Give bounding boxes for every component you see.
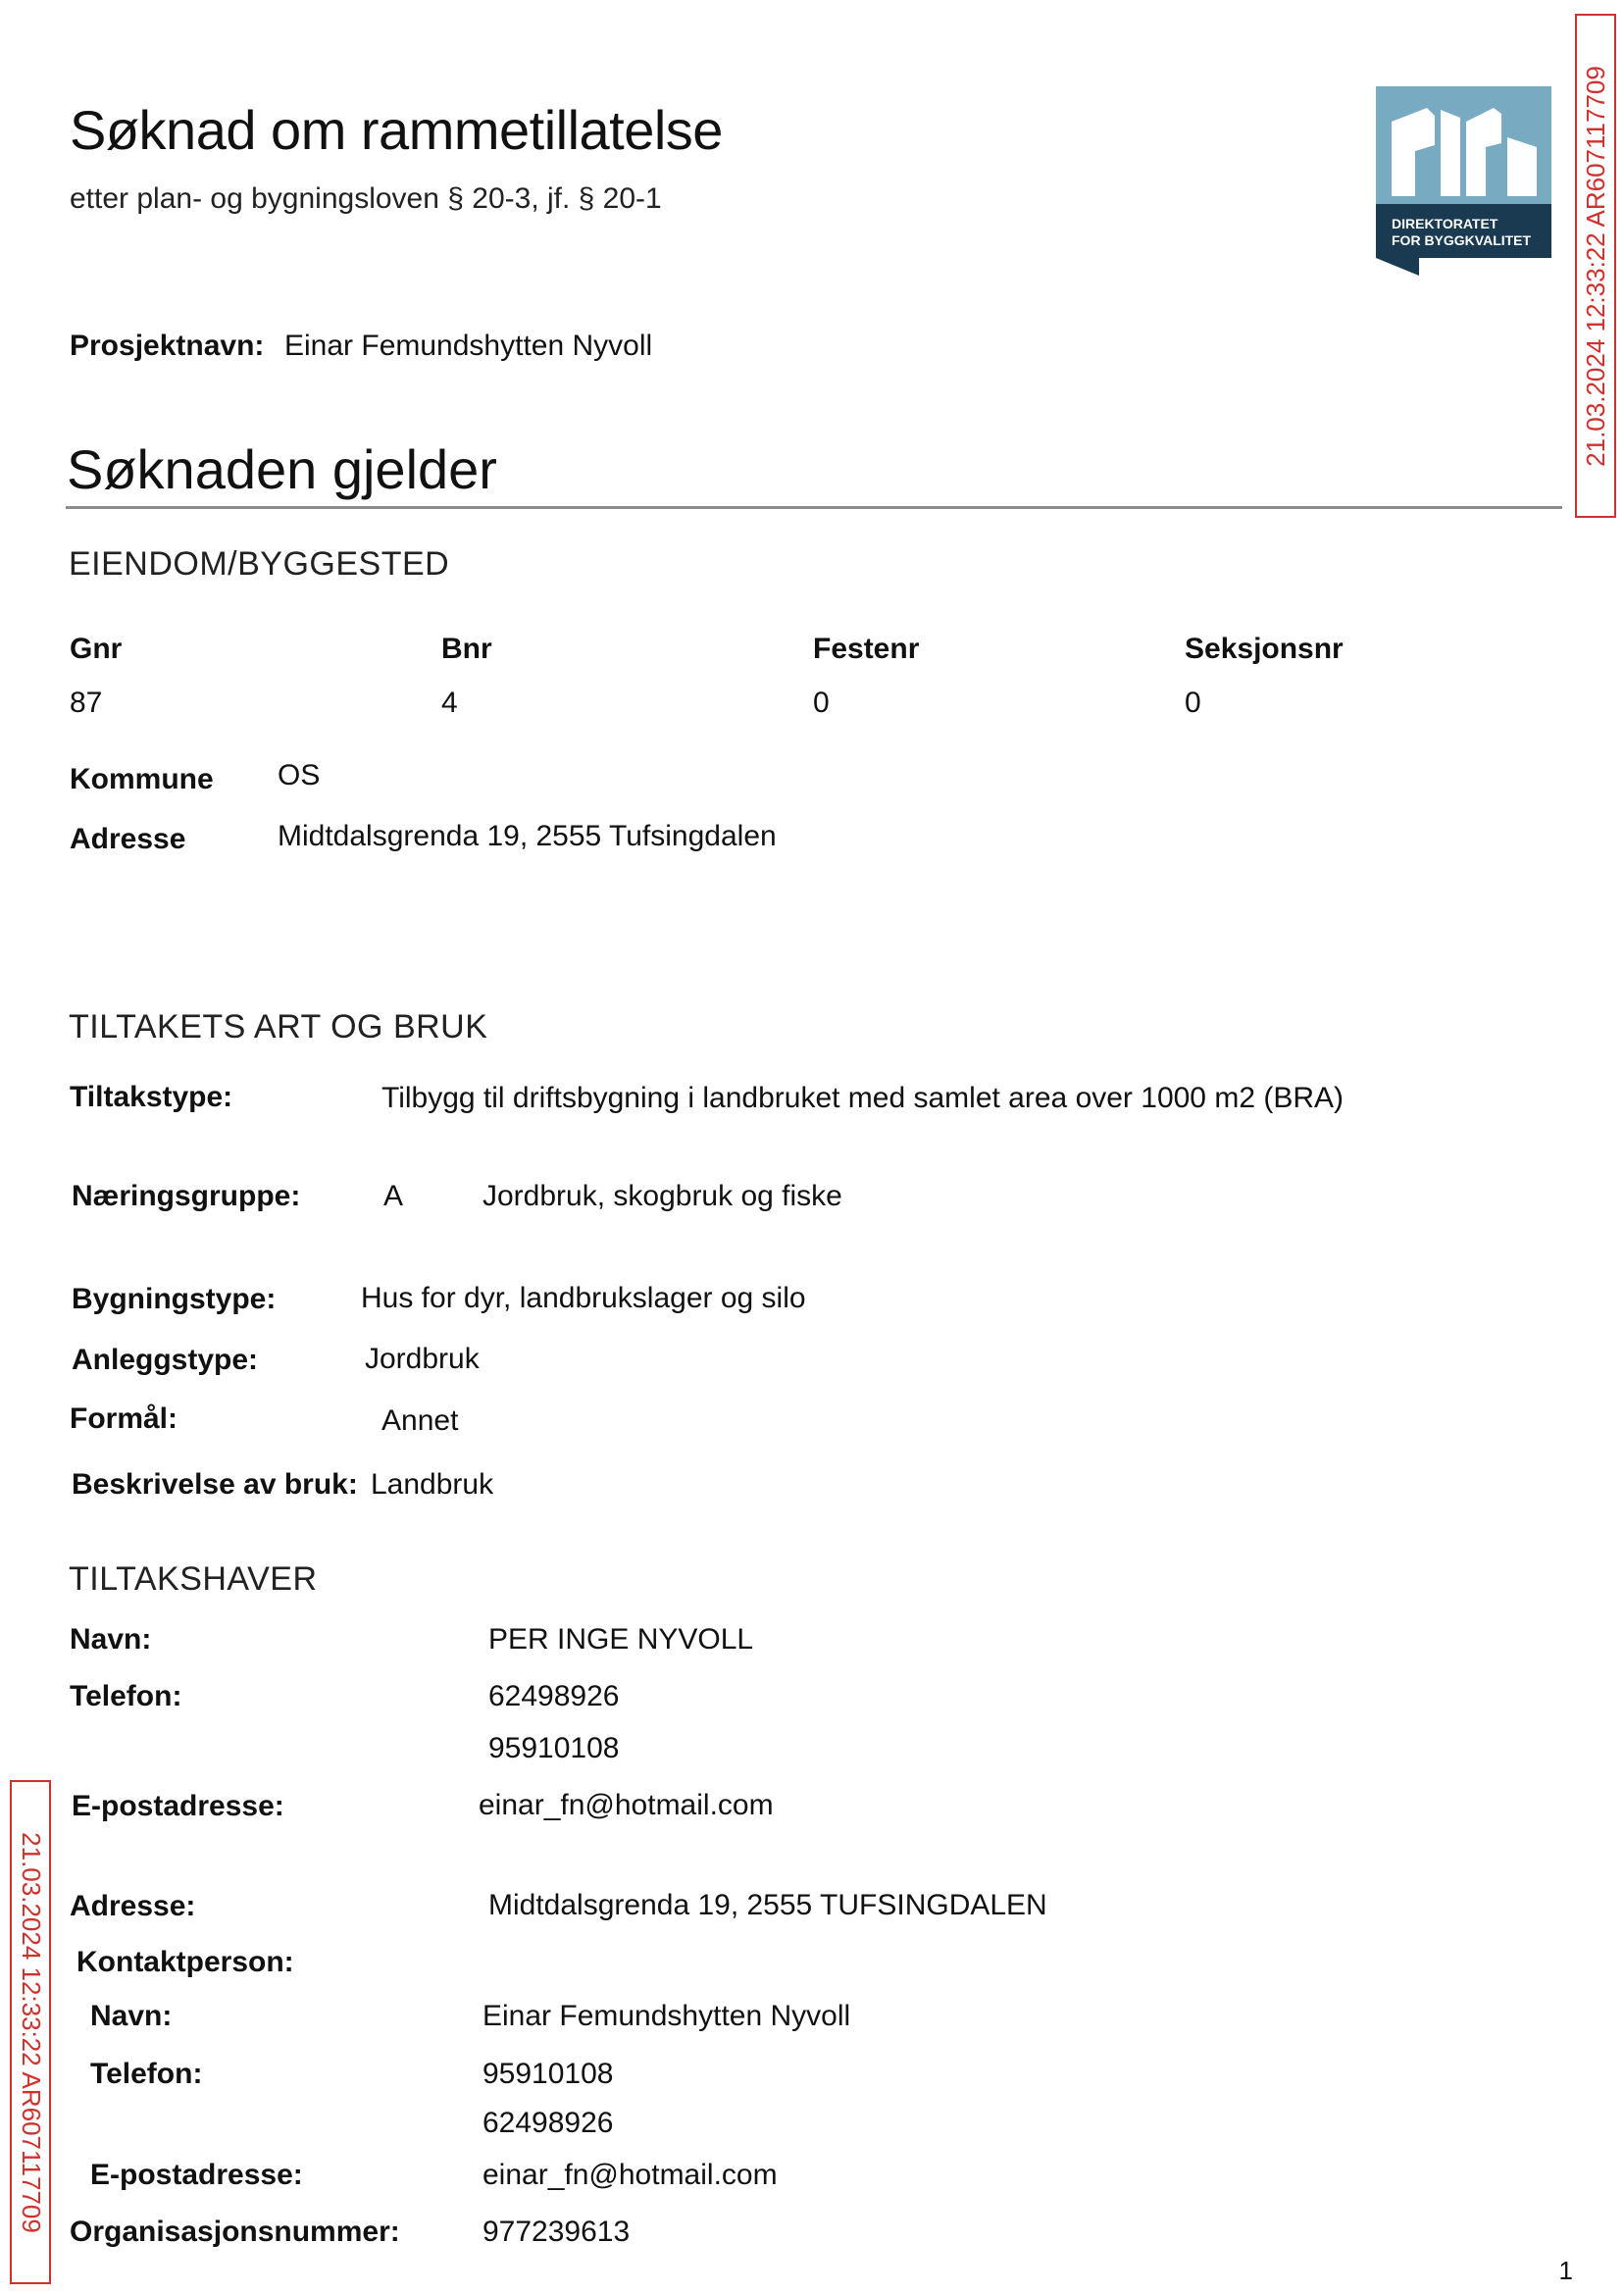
- section-heading-tiltak: TILTAKETS ART OG BRUK: [69, 1008, 488, 1045]
- naeringsgruppe-code: A: [383, 1180, 404, 1212]
- kommune-value: OS: [278, 759, 321, 791]
- seksjonsnr-label: Seksjonsnr: [1185, 633, 1344, 665]
- kontakt-telefon-value-2: 62498926: [482, 2107, 614, 2139]
- kontakt-telefon-label: Telefon:: [90, 2058, 203, 2090]
- main-heading: Søknaden gjelder: [67, 438, 497, 500]
- svg-text:FOR BYGGKVALITET: FOR BYGGKVALITET: [1392, 232, 1532, 248]
- heading-divider: [66, 506, 1562, 509]
- telefon-value-1: 62498926: [488, 1680, 620, 1712]
- kontakt-navn-label: Navn:: [90, 2000, 173, 2032]
- bnr-label: Bnr: [441, 633, 492, 665]
- section-heading-eiendom: EIENDOM/BYGGESTED: [69, 545, 450, 583]
- tiltakstype-value: Tilbygg til driftsbygning i landbruket med samlet area over 1000 m2 (BRA): [381, 1082, 1345, 1114]
- orgnr-label: Organisasjonsnummer:: [70, 2216, 400, 2248]
- kommune-label: Kommune: [70, 763, 214, 795]
- anleggstype-label: Anleggstype:: [72, 1344, 259, 1376]
- tiltakshaver-adresse-label: Adresse:: [70, 1890, 196, 1922]
- beskrivelse-label: Beskrivelse av bruk:: [72, 1468, 358, 1501]
- formaal-label: Formål:: [70, 1402, 178, 1435]
- document-stamp-top: 21.03.2024 12:33:22 AR607117709: [1575, 14, 1616, 518]
- document-subtitle: etter plan- og bygningsloven § 20-3, jf. § 20-1: [70, 182, 662, 215]
- kontakt-navn-value: Einar Femundshytten Nyvoll: [482, 2000, 851, 2032]
- tiltakstype-label: Tiltakstype:: [70, 1081, 233, 1113]
- project-label: Prosjektnavn:: [70, 330, 265, 362]
- page-number: 1: [1558, 2256, 1573, 2285]
- festenr-value: 0: [813, 687, 830, 719]
- adresse-label: Adresse: [70, 823, 186, 855]
- dibk-logo: [1376, 86, 1551, 276]
- naeringsgruppe-label: Næringsgruppe:: [72, 1180, 301, 1212]
- svg-text:DIREKTORATET: DIREKTORATET: [1392, 216, 1498, 231]
- telefon-value-2: 95910108: [488, 1732, 620, 1764]
- document-title: Søknad om rammetillatelse: [70, 99, 723, 161]
- epost-label: E-postadresse:: [72, 1790, 284, 1822]
- naeringsgruppe-value: Jordbruk, skogbruk og fiske: [482, 1180, 842, 1212]
- seksjonsnr-value: 0: [1185, 687, 1201, 719]
- kontakt-epost-label: E-postadresse:: [90, 2159, 303, 2191]
- document-stamp-left: 21.03.2024 12:33:22 AR607117709: [10, 1780, 51, 2284]
- bygningstype-label: Bygningstype:: [72, 1283, 277, 1315]
- kontaktperson-label: Kontaktperson:: [76, 1946, 294, 1978]
- kontakt-epost-value: einar_fn@hotmail.com: [482, 2159, 778, 2191]
- gnr-label: Gnr: [70, 633, 123, 665]
- festenr-label: Festenr: [813, 633, 920, 665]
- project-value: Einar Femundshytten Nyvoll: [284, 330, 653, 362]
- epost-value: einar_fn@hotmail.com: [479, 1789, 774, 1821]
- beskrivelse-value: Landbruk: [371, 1468, 494, 1501]
- navn-label: Navn:: [70, 1623, 152, 1656]
- gnr-value: 87: [70, 687, 103, 719]
- tiltakshaver-adresse-value: Midtdalsgrenda 19, 2555 TUFSINGDALEN: [488, 1889, 1047, 1921]
- section-heading-tiltakshaver: TILTAKSHAVER: [69, 1560, 318, 1598]
- orgnr-value: 977239613: [482, 2216, 631, 2248]
- adresse-value: Midtdalsgrenda 19, 2555 Tufsingdalen: [278, 820, 777, 852]
- kontakt-telefon-value-1: 95910108: [482, 2058, 614, 2090]
- telefon-label: Telefon:: [70, 1680, 182, 1712]
- navn-value: PER INGE NYVOLL: [488, 1623, 754, 1656]
- anleggstype-value: Jordbruk: [365, 1343, 480, 1375]
- bnr-value: 4: [441, 687, 458, 719]
- formaal-value: Annet: [381, 1404, 459, 1437]
- dibk-logo-icon: [1376, 86, 1551, 276]
- bygningstype-value: Hus for dyr, landbrukslager og silo: [361, 1282, 806, 1314]
